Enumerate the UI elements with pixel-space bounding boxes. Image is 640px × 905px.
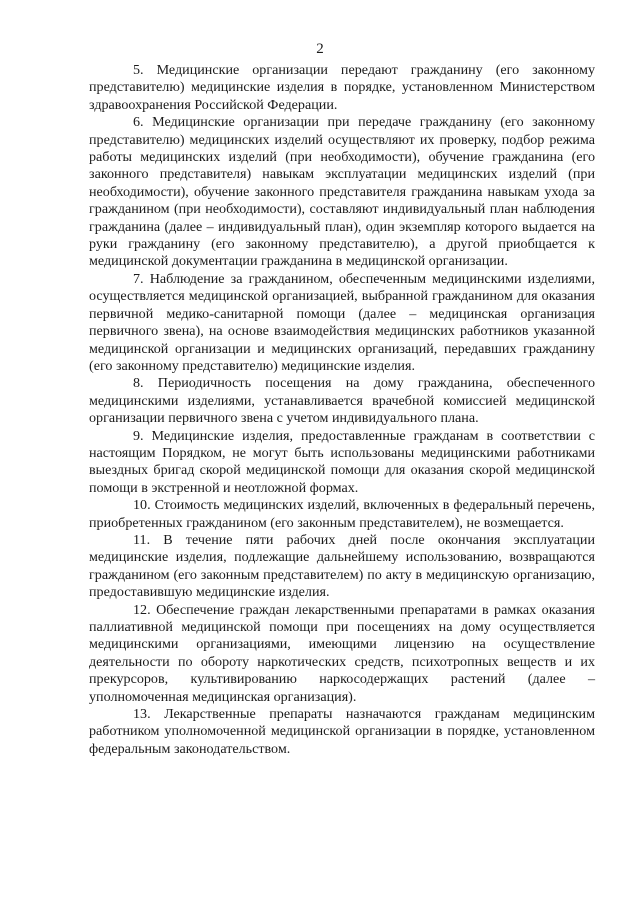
paragraph-7: 7. Наблюдение за гражданином, обеспеченным медицинскими изделиями, осуществляется медицинской организацией, выбранной гражданином для оказания первичной медико-санитарной помощи (далее – медицинская организация первичного звена), на основе взаимодействия медицинских работников указанной медицинской организации и медицинских организаций, передавших гражданину (его законному представителю) медицинские изделия.	[89, 270, 595, 374]
page-number: 2	[316, 41, 324, 57]
paragraph-10: 10. Стоимость медицинских изделий, включенных в федеральный перечень, приобретенных гражданином (его законным представителем), не возмещается.	[89, 497, 595, 531]
paragraph-13: 13. Лекарственные препараты назначаются гражданам медицинским работником уполномоченной медицинской организации в порядке, установленном федеральным законодательством.	[89, 706, 595, 757]
document-body	[89, 62, 595, 758]
paragraph-8: 8. Периодичность посещения на дому гражданина, обеспеченного медицинскими изделиями, устанавливается врачебной комиссией медицинской организации первичного звена с учетом индивидуального плана.	[89, 375, 595, 427]
paragraph-6: 6. Медицинские организации при передаче гражданину (его законному представителю) медицинских изделий осуществляют их проверку, подбор режима работы медицинских изделий (при необходимости), обучение гражданина (его законного представителя) навыкам эксплуатации медицинских изделий (при необходимости), обучение законного представителя гражданина навыкам ухода за гражданином (при необходимости), составляют индивидуальный план наблюдения гражданина (далее – индивидуальный план), один экземпляр которого выдается на руки гражданину (его законному представителю), а другой приобщается к медицинской документации гражданина в медицинской организации.	[89, 114, 595, 270]
paragraph-5: 5. Медицинские организации передают гражданину (его законному представителю) медицинские изделия в порядке, установленном Министерством здравоохранения Российской Федерации.	[89, 62, 595, 113]
paragraph-9: 9. Медицинские изделия, предоставленные гражданам в соответствии с настоящим Порядком, не могут быть использованы медицинскими работниками выездных бригад скорой медицинской помощи для оказания скорой медицинской помощи в экстренной и неотложной формах.	[89, 427, 595, 496]
paragraph-12: 12. Обеспечение граждан лекарственными препаратами в рамках оказания паллиативной медицинской помощи при посещениях на дому осуществляется медицинскими организациями, имеющими лицензию на осуществление деятельности по обороту наркотических средств, психотропных веществ и их прекурсоров, культивированию наркосодержащих растений (далее – уполномоченная медицинская организация).	[89, 601, 595, 705]
paragraph-11: 11. В течение пяти рабочих дней после окончания эксплуатации медицинские изделия, подлежащие дальнейшему использованию, возвращаются гражданином (его законным представителем) по акту в медицинскую организацию, предоставившую медицинские изделия.	[89, 531, 595, 601]
